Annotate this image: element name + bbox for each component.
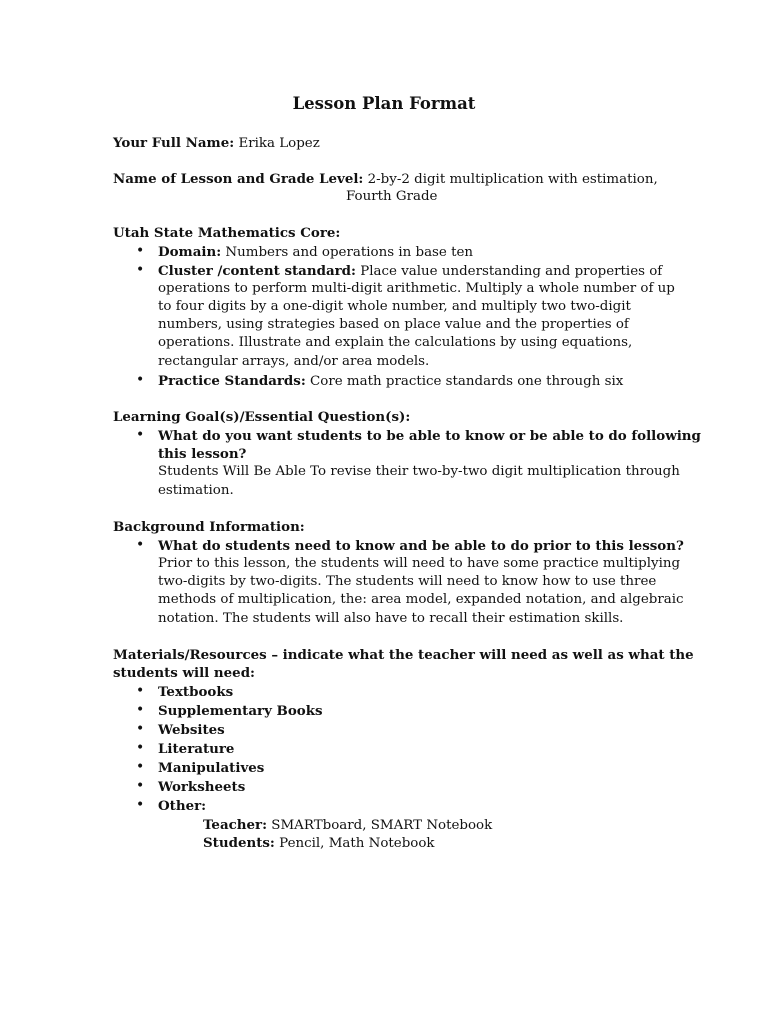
cluster-line-1 — [158, 262, 662, 281]
teacher-label: Teacher: — [203, 817, 268, 833]
students-value: Pencil, Math Notebook — [279, 836, 435, 851]
domain-label: Domain: — [158, 244, 222, 260]
bullet-cluster: • — [136, 262, 145, 278]
teacher-value: SMARTboard, SMART Notebook — [271, 818, 493, 833]
teacher-line — [203, 816, 492, 835]
page-title: Lesson Plan Format — [292, 94, 476, 113]
material-item: Literature — [158, 741, 235, 757]
goals-heading: Learning Goal(s)/Essential Question(s): — [113, 409, 411, 425]
lesson-name-label: Name of Lesson and Grade Level: — [113, 171, 364, 187]
lesson-name-value: 2-by-2 digit multiplication with estimation, — [367, 172, 658, 187]
materials-heading-1: Materials/Resources – indicate what the teacher will need as well as what the — [113, 647, 694, 663]
core-heading: Utah State Mathematics Core: — [113, 225, 341, 241]
bullet-item: • — [136, 797, 145, 813]
bullet-item: • — [136, 721, 145, 737]
bullet-item: • — [136, 759, 145, 775]
bullet-goals: • — [136, 427, 145, 443]
cluster-text-5: operations. Illustrate and explain the calculations by using equations, — [158, 335, 633, 350]
cluster-text-2: operations to perform multi-digit arithmetic. Multiply a whole number of up — [158, 281, 675, 296]
goals-answer-1: Students Will Be Able To revise their two-by-two digit multiplication through — [158, 464, 680, 479]
material-item: Manipulatives — [158, 760, 265, 776]
bullet-background: • — [136, 537, 145, 553]
bullet-domain: • — [136, 243, 145, 259]
materials-heading-2: students will need: — [113, 665, 255, 681]
material-item: Other: — [158, 798, 207, 814]
background-answer-4: notation. The students will also have to recall their estimation skills. — [158, 611, 624, 626]
cluster-text-3: to four digits by a one-digit whole number, and multiply two two-digit — [158, 299, 631, 314]
cluster-label: Cluster /content standard: — [158, 263, 356, 279]
full-name-value: Erika Lopez — [238, 136, 320, 151]
goals-question-2: this lesson? — [158, 446, 247, 462]
practice-label: Practice Standards: — [158, 373, 306, 389]
students-line — [203, 834, 435, 853]
bullet-item: • — [136, 778, 145, 794]
domain-value: Numbers and operations in base ten — [225, 245, 474, 260]
students-label: Students: — [203, 835, 275, 851]
practice-value: Core math practice standards one through six — [310, 374, 624, 389]
cluster-text-6: rectangular arrays, and/or area models. — [158, 354, 430, 369]
grade-level-value: Fourth Grade — [346, 189, 438, 204]
background-answer-2: two-digits by two-digits. The students will need to know how to use three — [158, 574, 657, 589]
cluster-text-1: Place value understanding and properties of — [360, 264, 663, 279]
lesson-name-line — [113, 170, 658, 189]
goals-answer-2: estimation. — [158, 483, 234, 498]
material-item: Supplementary Books — [158, 703, 323, 719]
goals-question-1: What do you want students to be able to know or be able to do following — [158, 428, 701, 444]
background-answer-1: Prior to this lesson, the students will need to have some practice multiplying — [158, 556, 681, 571]
background-question: What do students need to know and be able to do prior to this lesson? — [158, 538, 684, 554]
bullet-item: • — [136, 683, 145, 699]
full-name-label: Your Full Name: — [113, 135, 235, 151]
bullet-item: • — [136, 702, 145, 718]
material-item: Textbooks — [158, 684, 234, 700]
cluster-text-4: numbers, using strategies based on place value and the properties of — [158, 317, 629, 332]
material-item: Websites — [158, 722, 225, 738]
background-answer-3: methods of multiplication, the: area model, expanded notation, and algebraic — [158, 592, 684, 607]
background-heading: Background Information: — [113, 519, 305, 535]
material-item: Worksheets — [158, 779, 246, 795]
bullet-item: • — [136, 740, 145, 756]
full-name-line — [113, 134, 320, 153]
domain-line — [158, 243, 473, 262]
bullet-practice: • — [136, 372, 145, 388]
practice-line — [158, 372, 623, 391]
